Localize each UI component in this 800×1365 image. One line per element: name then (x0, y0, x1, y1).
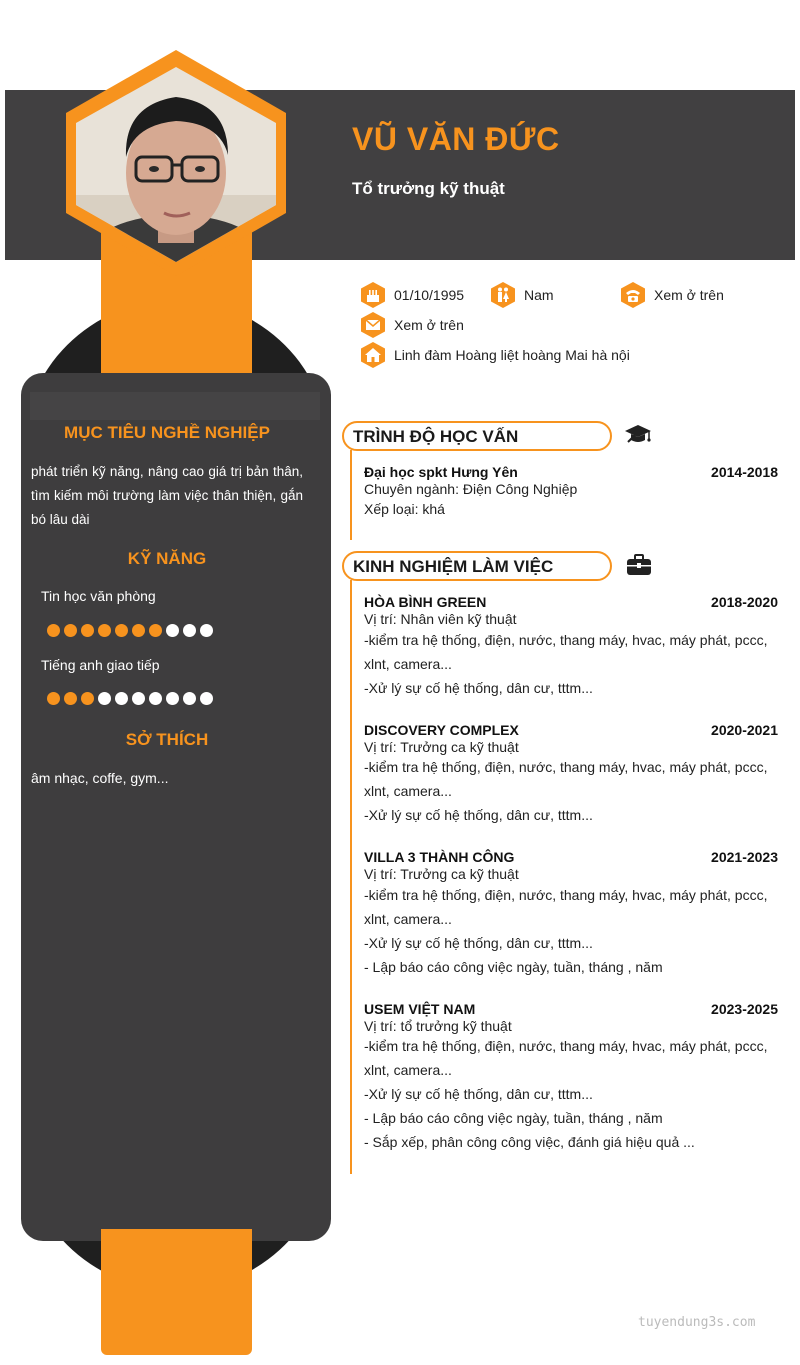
skill-dot (166, 624, 179, 637)
birthday-cake-icon (360, 281, 386, 309)
skill-dot (200, 624, 213, 637)
job-detail-line: -kiểm tra hệ thống, điện, nước, thang máy, hvac, máy phát, pccc, (364, 887, 768, 903)
email-value: Xem ở trên (394, 317, 464, 333)
job-detail-line: - Lập báo cáo công việc ngày, tuần, tháng , năm (364, 959, 663, 975)
skill-dot (200, 692, 213, 705)
email-item (360, 311, 464, 339)
job-detail-line: xlnt, camera... (364, 911, 452, 927)
gender-value: Nam (524, 287, 554, 303)
company-name: USEM VIỆT NAM (364, 1001, 476, 1017)
hobbies-text: âm nhạc, coffe, gym... (31, 770, 169, 786)
job-title: Tổ trưởng kỹ thuật (352, 179, 505, 198)
email-icon (360, 311, 386, 339)
skill-dot (183, 624, 196, 637)
education-grade: Xếp loại: khá (364, 501, 445, 517)
skill-dot (166, 692, 179, 705)
job-detail-line: -Xử lý sự cố hệ thống, dân cư, tttm... (364, 807, 593, 823)
skill-dot (132, 692, 145, 705)
skill-dot (183, 692, 196, 705)
address-value: Linh đàm Hoàng liệt hoàng Mai hà nội (394, 347, 630, 363)
job-years: 2023-2025 (711, 1001, 778, 1017)
graduation-cap-icon (624, 422, 652, 448)
education-major: Chuyên ngành: Điện Công Nghiệp (364, 481, 578, 497)
job-years: 2018-2020 (711, 594, 778, 610)
objective-title: MỤC TIÊU NGHỀ NGHIỆP (64, 423, 270, 442)
job-detail-line: xlnt, camera... (364, 783, 452, 799)
phone-icon (620, 281, 646, 309)
job-entry-head (364, 1001, 778, 1017)
skills-title: KỸ NĂNG (127, 549, 207, 568)
company-name: VILLA 3 THÀNH CÔNG (364, 849, 515, 865)
experience-title: KINH NGHIỆM LÀM VIỆC (353, 557, 554, 576)
job-detail-line: -Xử lý sự cố hệ thống, dân cư, tttm... (364, 1086, 593, 1102)
objective-text: phát triển kỹ năng, nâng cao giá trị bản thân, tìm kiếm môi trường làm việc thân thiện, gắn bó lâu dài (31, 464, 303, 527)
skill-dot (81, 624, 94, 637)
skill-dot (47, 624, 60, 637)
company-name: DISCOVERY COMPLEX (364, 722, 519, 738)
skill-dot (98, 692, 111, 705)
job-detail-line: -Xử lý sự cố hệ thống, dân cư, tttm... (364, 680, 593, 696)
job-position: Vị trí: tổ trưởng kỹ thuật (364, 1018, 512, 1034)
briefcase-icon (626, 552, 652, 578)
job-detail-line: -kiểm tra hệ thống, điện, nước, thang máy, hvac, máy phát, pccc, (364, 632, 768, 648)
skill-dot (81, 692, 94, 705)
company-name: HÒA BÌNH GREEN (364, 594, 487, 610)
avatar (60, 45, 292, 279)
birthday-item (360, 281, 464, 309)
skill-dot (115, 624, 128, 637)
phone-value: Xem ở trên (654, 287, 724, 303)
job-entry-head (364, 722, 778, 738)
skill-dot (64, 624, 77, 637)
job-detail-line: -kiểm tra hệ thống, điện, nước, thang máy, hvac, máy phát, pccc, (364, 1038, 768, 1054)
job-years: 2020-2021 (711, 722, 778, 738)
job-detail-line: -Xử lý sự cố hệ thống, dân cư, tttm... (364, 935, 593, 951)
candidate-name: VŨ VĂN ĐỨC (352, 121, 560, 157)
orange-ribbon-bottom (101, 1229, 252, 1355)
address-item (360, 341, 630, 369)
job-entry-head (364, 594, 778, 610)
job-entry-head (364, 849, 778, 865)
education-years: 2014-2018 (711, 464, 778, 480)
experience-timeline-line (350, 580, 352, 1174)
skill-dot (149, 624, 162, 637)
job-detail-line: - Lập báo cáo công việc ngày, tuần, tháng , năm (364, 1110, 663, 1126)
skill-dot (64, 692, 77, 705)
education-timeline-line (350, 450, 352, 540)
skill-name: Tin học văn phòng (41, 588, 156, 604)
job-years: 2021-2023 (711, 849, 778, 865)
education-title: TRÌNH ĐỘ HỌC VẤN (353, 427, 519, 446)
gender-icon (490, 281, 516, 309)
phone-item (620, 281, 724, 309)
hobbies-title: SỞ THÍCH (125, 730, 209, 749)
skill-dot (47, 692, 60, 705)
job-detail-line: xlnt, camera... (364, 656, 452, 672)
skill-dot (98, 624, 111, 637)
skill-dot (149, 692, 162, 705)
job-detail-line: -kiểm tra hệ thống, điện, nước, thang máy, hvac, máy phát, pccc, (364, 759, 768, 775)
skill-rating (47, 624, 213, 637)
education-entry-head (364, 464, 778, 480)
job-detail-line: xlnt, camera... (364, 1062, 452, 1078)
skill-name: Tiếng anh giao tiếp (41, 657, 160, 673)
left-panel-top-shadow (30, 392, 320, 420)
skill-dot (115, 692, 128, 705)
home-icon (360, 341, 386, 369)
job-position: Vị trí: Trưởng ca kỹ thuật (364, 739, 519, 755)
job-position: Vị trí: Nhân viên kỹ thuật (364, 611, 517, 627)
school-name: Đại học spkt Hưng Yên (364, 464, 518, 480)
skill-dot (132, 624, 145, 637)
skill-rating (47, 692, 213, 705)
gender-item (490, 281, 554, 309)
job-detail-line: - Sắp xếp, phân công công việc, đánh giá hiệu quả ... (364, 1134, 695, 1150)
job-position: Vị trí: Trưởng ca kỹ thuật (364, 866, 519, 882)
birthday-value: 01/10/1995 (394, 287, 465, 303)
watermark: tuyendung3s.com (638, 1315, 756, 1330)
